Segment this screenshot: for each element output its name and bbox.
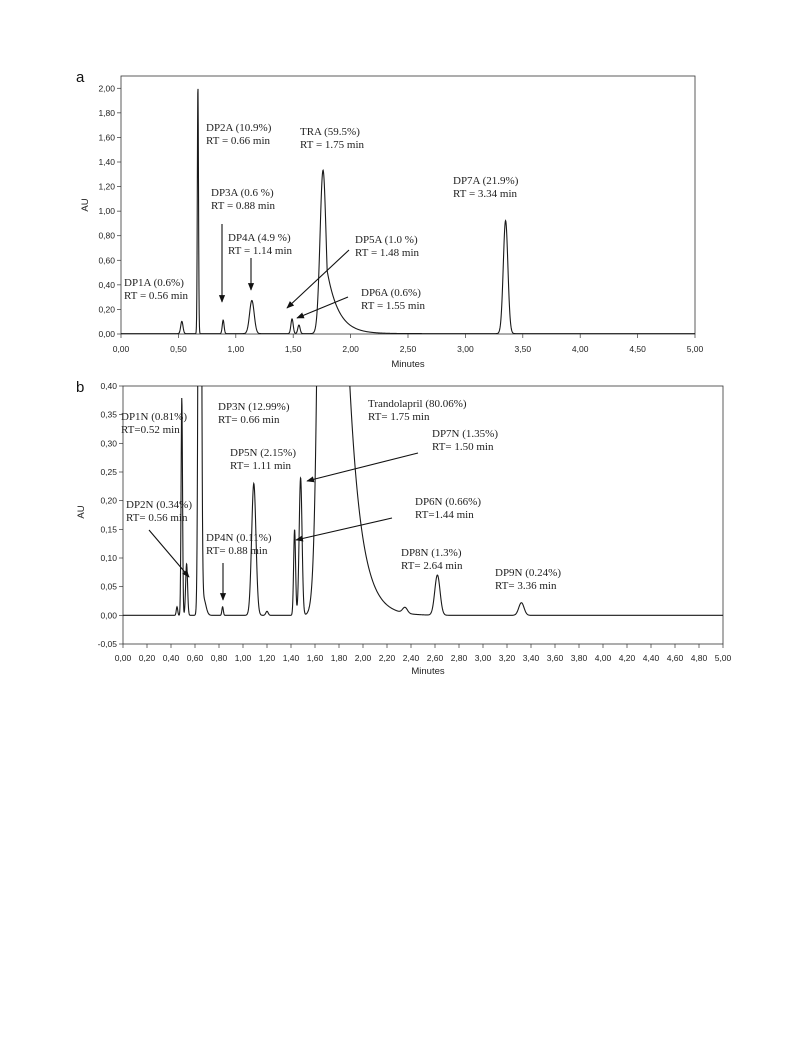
peak-annotation-rt: RT=0.52 min [121, 424, 180, 436]
peak-annotation-name: DP9N (0.24%) [495, 567, 561, 579]
peak-annotation [401, 547, 463, 572]
annotation-arrow [307, 453, 418, 481]
x-tick-label: 3,00 [457, 344, 474, 354]
x-tick-label: 1,00 [234, 653, 252, 663]
annotation-arrow [296, 518, 392, 540]
x-tick-label: 2,60 [426, 653, 444, 663]
x-tick-label: 0,00 [112, 344, 130, 354]
x-tick-label: 4,00 [594, 653, 612, 663]
x-tick-label: 0,60 [186, 653, 204, 663]
peak-annotation-rt: RT = 1.48 min [355, 247, 420, 259]
x-tick-label: 1,50 [284, 344, 302, 354]
peak-annotation-name: DP6A (0.6%) [361, 287, 421, 299]
x-tick-label: 2,40 [402, 653, 420, 663]
x-tick-label: 4,40 [642, 653, 660, 663]
peak-annotation [432, 428, 498, 453]
peak-annotation-rt: RT = 0.66 min [206, 135, 271, 147]
peak-annotation-rt: RT= 0.88 min [206, 545, 268, 557]
x-tick-label: 5,00 [686, 344, 704, 354]
peak-annotation-name: DP3A (0.6 %) [211, 187, 274, 199]
peak-annotation [415, 496, 481, 521]
x-tick-label: 4,80 [690, 653, 708, 663]
x-tick-label: 2,50 [399, 344, 417, 354]
x-tick-label: 0,80 [210, 653, 228, 663]
peak-annotation [228, 232, 293, 257]
peak-annotation-rt: RT= 0.66 min [218, 414, 280, 426]
y-tick-label: 0,35 [100, 409, 117, 420]
x-tick-label: 0,50 [170, 344, 187, 354]
x-tick-label: 0,00 [114, 653, 132, 663]
y-tick-label: 1,20 [98, 181, 115, 192]
x-tick-label: 0,40 [162, 653, 180, 663]
x-tick-label: 2,00 [342, 344, 359, 354]
peak-annotation [300, 126, 365, 151]
peak-annotation-rt: RT = 1.55 min [361, 300, 426, 312]
x-tick-label: 1,60 [306, 653, 324, 663]
y-tick-label: 1,00 [98, 206, 115, 217]
peak-annotation [230, 447, 296, 472]
peak-annotation-rt: RT= 1.50 min [432, 441, 494, 453]
panel-label-a: a [76, 69, 85, 86]
chromatogram-panel-a [76, 69, 704, 370]
y-tick-label: 0,80 [98, 230, 115, 241]
peak-annotation [211, 187, 276, 212]
y-tick-label: 0,10 [100, 553, 117, 563]
y-tick-label: 0,20 [100, 495, 117, 506]
peak-annotation-name: DP5A (1.0 %) [355, 234, 418, 246]
y-axis-title: AU [80, 198, 91, 212]
peak-annotation-name: DP6N (0.66%) [415, 496, 481, 508]
peak-annotation [218, 401, 290, 426]
peak-annotation-name: DP8N (1.3%) [401, 547, 462, 559]
peak-annotation [453, 175, 519, 200]
peak-annotation [495, 567, 561, 592]
peak-annotation [368, 398, 467, 423]
peak-annotation [124, 277, 189, 302]
peak-annotation-rt: RT = 1.14 min [228, 245, 293, 257]
peak-annotation-name: DP2N (0.34%) [126, 499, 192, 511]
y-tick-label: 0,20 [98, 304, 115, 315]
panel-label-b: b [76, 379, 85, 396]
peak-annotation-rt: RT = 1.75 min [300, 139, 365, 151]
x-tick-label: 1,20 [258, 653, 276, 663]
peak-annotation-rt: RT = 0.56 min [124, 290, 189, 302]
x-tick-label: 3,40 [522, 653, 540, 663]
peak-annotation [126, 499, 192, 524]
x-tick-label: 3,20 [498, 653, 516, 663]
x-tick-label: 2,00 [354, 653, 372, 663]
x-tick-label: 1,80 [330, 653, 348, 663]
peak-annotation [121, 411, 187, 436]
x-tick-label: 2,80 [450, 653, 468, 663]
y-tick-label: 0,40 [98, 279, 115, 290]
x-tick-label: 5,00 [714, 653, 732, 663]
chromatogram-panel-b [76, 0, 732, 677]
peak-annotation-rt: RT= 1.75 min [368, 411, 430, 423]
y-tick-label: 1,60 [98, 132, 115, 143]
peak-annotation [206, 532, 272, 557]
x-axis-title: Minutes [391, 359, 425, 370]
peak-annotation-name: DP4N (0.11%) [206, 532, 272, 544]
peak-annotation-name: TRA (59.5%) [300, 126, 360, 138]
x-tick-label: 3,80 [570, 653, 588, 663]
y-tick-label: 0,25 [100, 467, 117, 477]
peak-annotation-rt: RT= 3.36 min [495, 580, 557, 592]
peak-annotation-rt: RT = 0.88 min [211, 200, 276, 212]
peak-annotation-name: DP3N (12.99%) [218, 401, 290, 413]
peak-annotation-name: DP1A (0.6%) [124, 277, 184, 289]
x-tick-label: 3,60 [546, 653, 564, 663]
y-tick-label: 0,60 [98, 255, 115, 266]
peak-annotation [206, 122, 272, 147]
y-tick-label: 1,40 [98, 157, 115, 167]
x-tick-label: 4,00 [571, 344, 589, 354]
peak-annotation-rt: RT=1.44 min [415, 509, 474, 521]
y-tick-label: 0,00 [98, 329, 115, 339]
y-tick-label: 1,80 [98, 107, 115, 118]
peak-annotation-name: DP7N (1.35%) [432, 428, 498, 440]
peak-annotation-name: DP7A (21.9%) [453, 175, 519, 187]
peak-annotation [355, 234, 420, 259]
x-tick-label: 0,20 [138, 653, 156, 663]
y-axis-title: AU [76, 505, 87, 519]
peak-annotation-rt: RT= 1.11 min [230, 460, 292, 472]
annotation-arrow [297, 297, 348, 318]
y-tick-label: 0,30 [100, 438, 117, 449]
peak-annotation-rt: RT= 2.64 min [401, 560, 463, 572]
peak-annotation-rt: RT= 0.56 min [126, 512, 188, 524]
x-tick-label: 3,00 [474, 653, 492, 663]
x-tick-label: 1,00 [227, 344, 245, 354]
y-tick-label: 2,00 [98, 83, 115, 94]
x-tick-label: 1,40 [282, 653, 300, 663]
peak-annotation [361, 287, 426, 312]
y-tick-label: 0,15 [100, 524, 117, 535]
x-axis-title: Minutes [411, 666, 445, 677]
y-tick-label: 0,00 [100, 610, 117, 621]
y-tick-label: 0,40 [100, 381, 117, 391]
peak-annotation-name: DP4A (4.9 %) [228, 232, 291, 244]
peak-annotation-name: Trandolapril (80.06%) [368, 398, 467, 410]
x-tick-label: 2,20 [378, 653, 396, 663]
peak-annotation-rt: RT = 3.34 min [453, 188, 518, 200]
peak-annotation-name: DP5N (2.15%) [230, 447, 296, 459]
x-tick-label: 4,60 [666, 653, 684, 663]
peak-annotation-name: DP2A (10.9%) [206, 122, 272, 134]
peak-annotation-name: DP1N (0.81%) [121, 411, 187, 423]
y-tick-label: 0,05 [100, 581, 117, 592]
x-tick-label: 3,50 [514, 344, 532, 354]
y-tick-label: -0,05 [97, 639, 117, 649]
x-tick-label: 4,20 [618, 653, 636, 663]
x-tick-label: 4,50 [629, 344, 646, 354]
